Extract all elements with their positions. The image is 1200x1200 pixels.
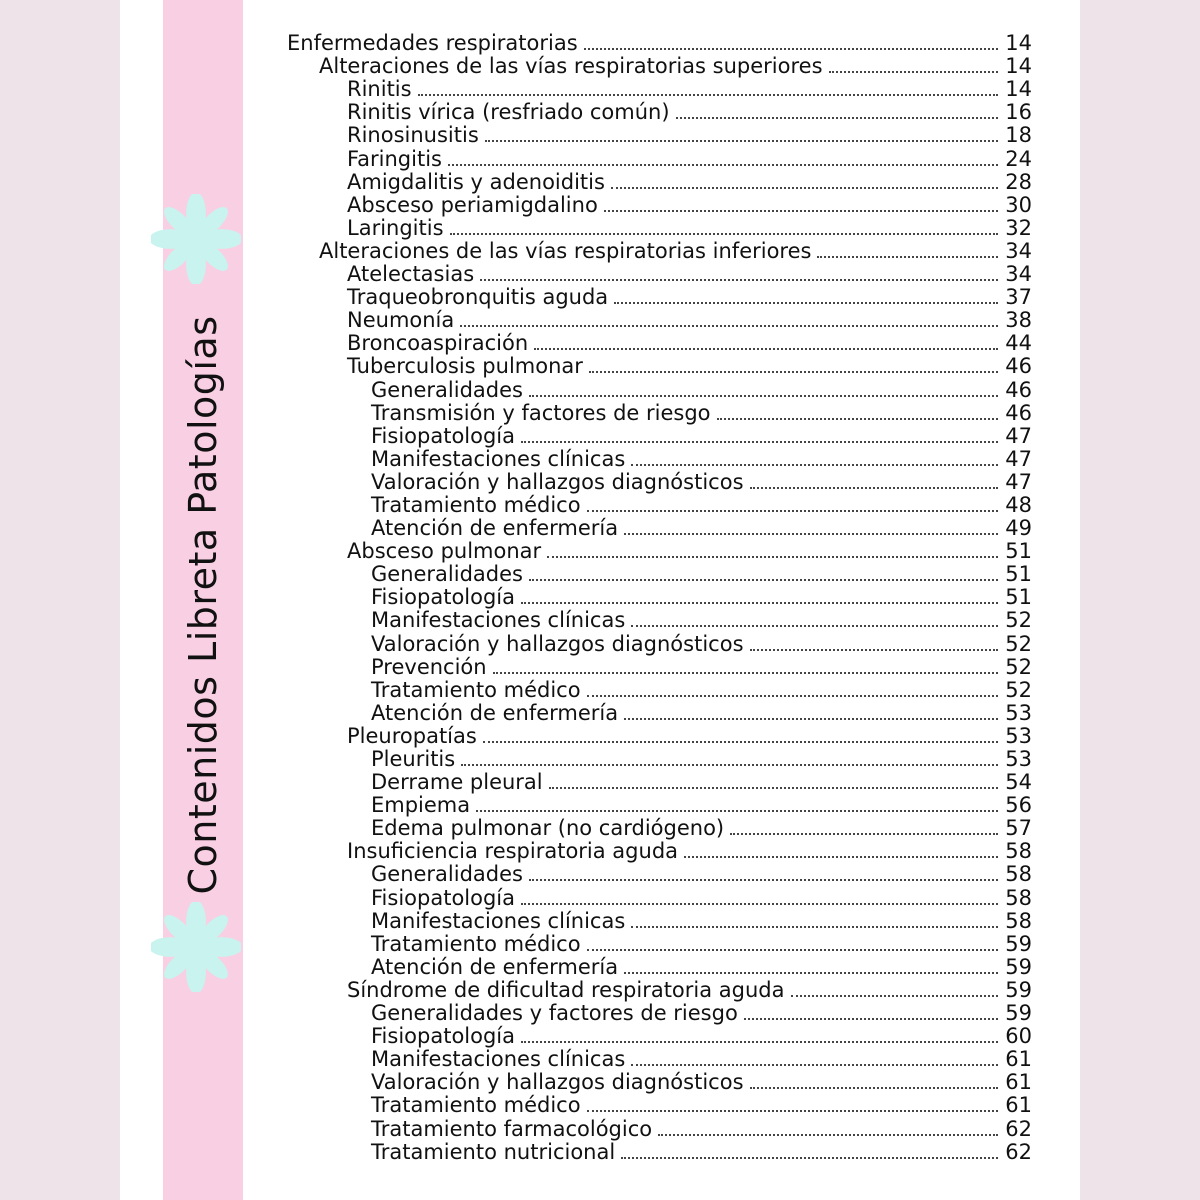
toc-entry-label: Pleuritis <box>371 747 456 771</box>
dot-leader <box>631 625 998 627</box>
toc-entry <box>287 540 1032 563</box>
dot-leader <box>717 418 998 420</box>
toc-entry-page: 49 <box>1005 516 1032 541</box>
toc-entry-label: Absceso pulmonar <box>347 539 542 564</box>
toc-entry <box>287 1141 1032 1164</box>
toc-entry-page: 14 <box>1005 77 1032 102</box>
toc-entry-page: 38 <box>1005 308 1032 333</box>
toc-entry <box>287 402 1032 425</box>
toc-entry <box>287 1048 1032 1071</box>
toc-entry <box>287 240 1032 263</box>
dot-leader <box>730 833 998 835</box>
dot-leader <box>547 556 998 558</box>
dot-leader <box>521 1041 998 1043</box>
toc-entry-label: Tratamiento nutricional <box>371 1139 616 1164</box>
toc-entry <box>287 471 1032 494</box>
dot-leader <box>611 187 998 189</box>
toc-entry <box>287 1094 1032 1117</box>
toc-entry-label: Tratamiento médico <box>371 677 581 702</box>
toc-entry-label: Pleuropatías <box>347 723 477 748</box>
toc-entry-page: 51 <box>1005 562 1032 587</box>
dot-leader <box>461 764 998 766</box>
toc-entry-label: Generalidades <box>371 562 523 587</box>
dot-leader <box>549 787 998 789</box>
dot-leader <box>750 487 998 489</box>
toc-entry-label: Síndrome de dificultad respiratoria aguda <box>347 977 785 1002</box>
toc-entry <box>287 78 1032 101</box>
dot-leader <box>587 695 998 697</box>
toc-entry-label: Neumonía <box>347 308 455 333</box>
toc-entry-page: 14 <box>1005 54 1032 79</box>
toc-entry-page: 32 <box>1005 215 1032 240</box>
toc-entry-page: 18 <box>1005 123 1032 148</box>
toc-entry-page: 62 <box>1005 1139 1032 1164</box>
toc-entry <box>287 355 1032 378</box>
toc-entry-page: 57 <box>1005 816 1032 841</box>
dot-leader <box>529 579 998 581</box>
toc-entry-page: 16 <box>1005 100 1032 125</box>
dot-leader <box>829 71 998 73</box>
toc-entry <box>287 817 1032 840</box>
toc-entry <box>287 956 1032 979</box>
toc-entry <box>287 656 1032 679</box>
toc-entry <box>287 794 1032 817</box>
dot-leader <box>621 1157 998 1159</box>
toc-entry-page: 47 <box>1005 423 1032 448</box>
toc-entry-page: 62 <box>1005 1116 1032 1141</box>
toc-entry-page: 34 <box>1005 238 1032 263</box>
table-of-contents <box>287 32 1032 1164</box>
dot-leader <box>589 371 998 373</box>
toc-entry-label: Generalidades y factores de riesgo <box>371 1001 738 1026</box>
toc-entry-page: 60 <box>1005 1024 1032 1049</box>
toc-entry-label: Valoración y hallazgos diagnósticos <box>371 469 744 494</box>
dot-leader <box>624 718 998 720</box>
dot-leader <box>614 302 998 304</box>
toc-entry <box>287 702 1032 725</box>
toc-entry-label: Atelectasias <box>347 262 475 287</box>
toc-entry-page: 47 <box>1005 469 1032 494</box>
dot-leader <box>817 256 998 258</box>
toc-entry <box>287 1002 1032 1025</box>
toc-entry-label: Alteraciones de las vías respiratorias inferiores <box>319 238 812 263</box>
toc-entry-label: Generalidades <box>371 377 523 402</box>
dot-leader <box>493 672 998 674</box>
toc-entry-label: Atención de enfermería <box>371 700 619 725</box>
toc-entry-page: 53 <box>1005 700 1032 725</box>
toc-entry-label: Fisiopatología <box>371 585 516 610</box>
toc-entry-label: Broncoaspiración <box>347 331 529 356</box>
toc-entry-page: 53 <box>1005 747 1032 771</box>
toc-entry-page: 59 <box>1005 977 1032 1002</box>
dot-leader <box>450 233 998 235</box>
toc-entry-label: Rinitis vírica (resfriado común) <box>347 100 670 125</box>
toc-entry <box>287 679 1032 702</box>
dot-leader <box>624 972 998 974</box>
toc-entry <box>287 101 1032 124</box>
toc-entry-page: 47 <box>1005 446 1032 471</box>
toc-entry-page: 30 <box>1005 192 1032 217</box>
toc-entry-label: Faringitis <box>347 146 442 171</box>
toc-entry-label: Valoración y hallazgos diagnósticos <box>371 631 744 656</box>
toc-entry <box>287 286 1032 309</box>
sidebar-title: Contenidos Libreta Patologías <box>181 315 225 895</box>
toc-entry-page: 61 <box>1005 1093 1032 1118</box>
toc-entry <box>287 748 1032 771</box>
toc-entry-label: Tratamiento médico <box>371 1093 581 1118</box>
toc-entry-page: 59 <box>1005 1001 1032 1026</box>
toc-entry <box>287 1117 1032 1140</box>
toc-entry <box>287 771 1032 794</box>
toc-entry-page: 24 <box>1005 146 1032 171</box>
toc-entry <box>287 563 1032 586</box>
dot-leader <box>676 117 998 119</box>
toc-entry <box>287 448 1032 471</box>
toc-entry-label: Empiema <box>371 793 471 818</box>
toc-entry-label: Tratamiento farmacológico <box>371 1116 653 1141</box>
toc-entry-label: Generalidades <box>371 862 523 887</box>
dot-leader <box>631 926 998 928</box>
toc-entry-page: 58 <box>1005 839 1032 864</box>
toc-entry-page: 48 <box>1005 492 1032 517</box>
toc-entry-label: Fisiopatología <box>371 1024 516 1049</box>
dot-leader <box>744 1018 998 1020</box>
dot-leader <box>584 48 998 50</box>
toc-entry-page: 61 <box>1005 1047 1032 1072</box>
toc-entry <box>287 910 1032 933</box>
dot-leader <box>587 1110 998 1112</box>
toc-entry-label: Laringitis <box>347 215 444 240</box>
dot-leader <box>631 464 998 466</box>
toc-entry <box>287 933 1032 956</box>
toc-entry-label: Manifestaciones clínicas <box>371 446 626 471</box>
toc-entry <box>287 632 1032 655</box>
toc-entry-label: Tuberculosis pulmonar <box>347 354 583 379</box>
toc-entry <box>287 55 1032 78</box>
dot-leader <box>485 140 998 142</box>
toc-entry-page: 46 <box>1005 354 1032 379</box>
toc-entry-page: 59 <box>1005 954 1032 979</box>
dot-leader <box>684 856 998 858</box>
toc-entry-label: Alteraciones de las vías respiratorias superiores <box>319 54 823 79</box>
dot-leader <box>460 325 998 327</box>
toc-entry-page: 52 <box>1005 631 1032 656</box>
toc-entry <box>287 1025 1032 1048</box>
dot-leader <box>476 810 998 812</box>
toc-entry <box>287 979 1032 1002</box>
toc-entry <box>287 263 1032 286</box>
toc-entry-page: 51 <box>1005 539 1032 564</box>
toc-entry-page: 34 <box>1005 262 1032 287</box>
toc-entry-label: Edema pulmonar (no cardiógeno) <box>371 816 725 841</box>
toc-entry-page: 37 <box>1005 285 1032 310</box>
toc-entry-label: Tratamiento médico <box>371 492 581 517</box>
toc-entry-page: 58 <box>1005 862 1032 887</box>
toc-entry <box>287 124 1032 147</box>
toc-entry <box>287 517 1032 540</box>
flower-icon <box>151 902 241 992</box>
dot-leader <box>658 1134 998 1136</box>
toc-entry-label: Enfermedades respiratorias <box>287 31 578 56</box>
toc-entry-label: Transmisión y factores de riesgo <box>371 400 711 425</box>
toc-entry <box>287 886 1032 909</box>
toc-entry <box>287 194 1032 217</box>
toc-entry-label: Fisiopatología <box>371 885 516 910</box>
toc-entry-label: Derrame pleural <box>371 770 543 795</box>
toc-entry <box>287 840 1032 863</box>
dot-leader <box>418 94 998 96</box>
dot-leader <box>480 279 998 281</box>
dot-leader <box>521 903 998 905</box>
toc-entry-label: Rinitis <box>347 77 412 102</box>
dot-leader <box>604 210 998 212</box>
toc-entry-page: 46 <box>1005 377 1032 402</box>
toc-entry <box>287 609 1032 632</box>
toc-entry-label: Rinosinusitis <box>347 123 479 148</box>
toc-entry-label: Manifestaciones clínicas <box>371 608 626 633</box>
dot-leader <box>483 741 998 743</box>
dot-leader <box>791 995 999 997</box>
dot-leader <box>529 879 998 881</box>
toc-entry <box>287 217 1032 240</box>
toc-entry-page: 51 <box>1005 585 1032 610</box>
toc-entry-page: 61 <box>1005 1070 1032 1095</box>
toc-entry-label: Traqueobronquitis aguda <box>347 285 609 310</box>
toc-entry-label: Amigdalitis y adenoiditis <box>347 169 605 194</box>
dot-leader <box>587 949 998 951</box>
toc-entry-page: 58 <box>1005 908 1032 933</box>
toc-entry <box>287 309 1032 332</box>
toc-entry <box>287 147 1032 170</box>
toc-entry-page: 52 <box>1005 654 1032 679</box>
toc-entry-label: Fisiopatología <box>371 423 516 448</box>
toc-entry-page: 46 <box>1005 400 1032 425</box>
toc-entry <box>287 332 1032 355</box>
toc-entry-page: 52 <box>1005 608 1032 633</box>
toc-entry <box>287 863 1032 886</box>
toc-entry <box>287 1071 1032 1094</box>
dot-leader <box>750 649 998 651</box>
toc-entry-label: Manifestaciones clínicas <box>371 908 626 933</box>
toc-entry-page: 54 <box>1005 770 1032 795</box>
dot-leader <box>624 533 998 535</box>
toc-entry-page: 56 <box>1005 793 1032 818</box>
toc-entry <box>287 494 1032 517</box>
toc-entry <box>287 586 1032 609</box>
toc-entry-page: 28 <box>1005 169 1032 194</box>
toc-entry <box>287 725 1032 748</box>
toc-entry-page: 14 <box>1005 31 1032 56</box>
toc-entry-page: 58 <box>1005 885 1032 910</box>
dot-leader <box>448 164 998 166</box>
dot-leader <box>521 441 998 443</box>
flower-icon <box>151 194 241 284</box>
toc-entry-label: Manifestaciones clínicas <box>371 1047 626 1072</box>
toc-entry-page: 52 <box>1005 677 1032 702</box>
toc-entry-label: Atención de enfermería <box>371 954 619 979</box>
toc-entry <box>287 32 1032 55</box>
toc-entry-page: 44 <box>1005 331 1032 356</box>
toc-entry <box>287 171 1032 194</box>
toc-entry-page: 53 <box>1005 723 1032 748</box>
toc-entry-page: 59 <box>1005 931 1032 956</box>
dot-leader <box>521 602 998 604</box>
dot-leader <box>750 1087 998 1089</box>
toc-entry <box>287 425 1032 448</box>
dot-leader <box>631 1064 998 1066</box>
toc-entry-label: Atención de enfermería <box>371 516 619 541</box>
dot-leader <box>587 510 998 512</box>
dot-leader <box>529 395 998 397</box>
toc-entry-label: Valoración y hallazgos diagnósticos <box>371 1070 744 1095</box>
toc-entry <box>287 378 1032 401</box>
toc-entry-label: Insuficiencia respiratoria aguda <box>347 839 679 864</box>
toc-entry-label: Tratamiento médico <box>371 931 581 956</box>
toc-entry-label: Absceso periamigdalino <box>347 192 598 217</box>
dot-leader <box>534 348 998 350</box>
toc-entry-label: Prevención <box>371 654 487 679</box>
